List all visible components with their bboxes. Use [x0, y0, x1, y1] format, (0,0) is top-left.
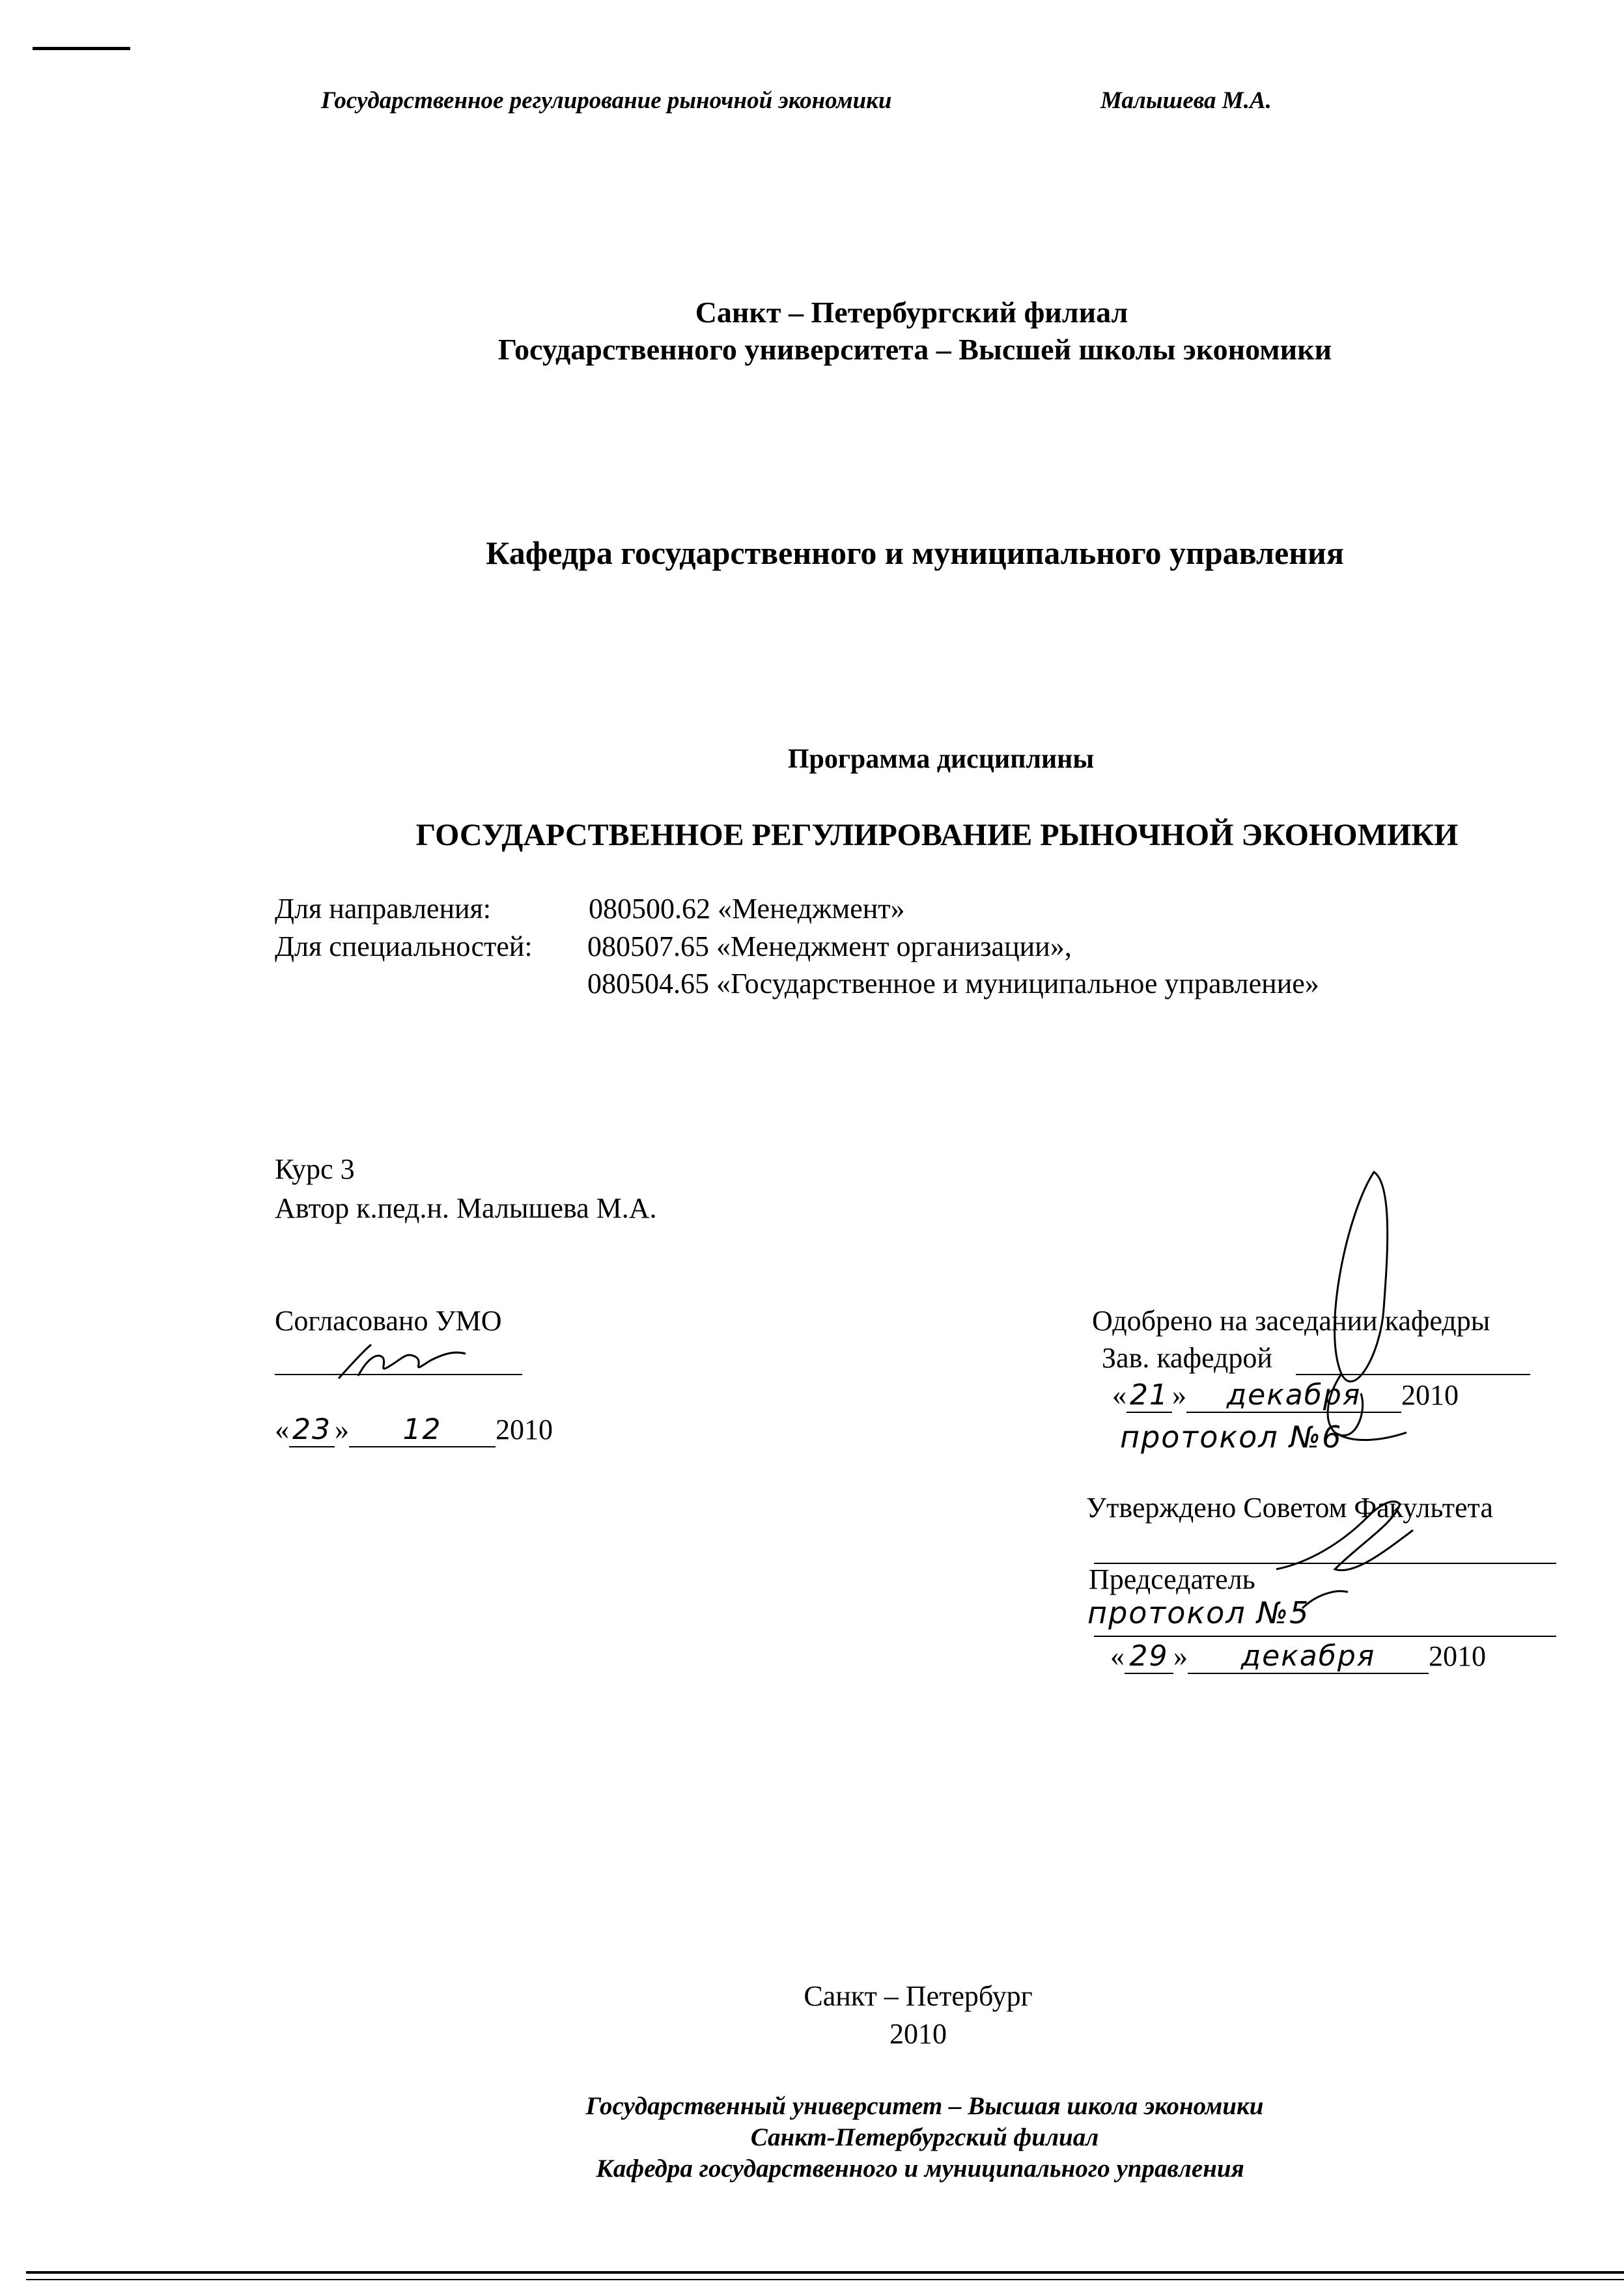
publication-year: 2010 — [889, 2018, 947, 2050]
council-protocol: протокол №5 — [1087, 1595, 1310, 1630]
dept-month: декабря — [1186, 1378, 1401, 1413]
dept-date-mid: » — [1172, 1379, 1186, 1411]
footer-rule — [26, 2271, 1624, 2274]
direction-value: 080500.62 «Менеджмент» — [589, 893, 905, 925]
dept-date-open: « — [1112, 1379, 1127, 1411]
council-date-mid: » — [1173, 1640, 1188, 1672]
council-year: 2010 — [1429, 1640, 1486, 1672]
program-name: ГОСУДАРСТВЕННОЕ РЕГУЛИРОВАНИЕ РЫНОЧНОЙ ЭКОНОМИКИ — [415, 818, 1459, 852]
umo-date-open: « — [275, 1414, 289, 1445]
umo-date — [275, 1413, 553, 1447]
council-day: 29 — [1125, 1640, 1173, 1674]
direction-label: Для направления: — [275, 893, 492, 925]
dept-protocol: протокол №6 — [1120, 1419, 1343, 1455]
institution-line-2: Государственного университета – Высшей школы экономики — [497, 333, 1332, 366]
umo-signature — [332, 1338, 475, 1390]
dept-approved-label: Одобрено на заседании кафедры — [1092, 1305, 1491, 1337]
council-month: декабря — [1188, 1640, 1429, 1674]
council-line-2 — [1094, 1636, 1556, 1637]
scan-mark — [33, 47, 130, 50]
dept-year: 2010 — [1401, 1379, 1459, 1411]
specialty-value-2: 080504.65 «Государственное и муниципальное управление» — [587, 968, 1319, 999]
dept-head-signature-line — [1296, 1374, 1530, 1375]
umo-month: 12 — [349, 1413, 496, 1447]
footer-rule-thin — [26, 2279, 1624, 2280]
chairman-label: Председатель — [1089, 1563, 1255, 1595]
dept-date — [1112, 1378, 1459, 1413]
course-number: Курс 3 — [275, 1153, 355, 1185]
footer-line-1: Государственный университет – Высшая школа экономики — [585, 2092, 1264, 2120]
council-approved-label: Утверждено Советом Факультета — [1086, 1492, 1493, 1524]
dept-day: 21 — [1127, 1378, 1172, 1413]
specialty-label: Для специальностей: — [275, 930, 533, 962]
umo-year: 2010 — [496, 1414, 553, 1445]
umo-date-mid: » — [335, 1414, 349, 1445]
program-label: Программа дисциплины — [787, 744, 1095, 774]
running-header-author: Малышева М.А. — [1100, 87, 1272, 114]
city: Санкт – Петербург — [804, 1980, 1033, 2012]
running-header-title: Государственное регулирование рыночной экономики — [321, 87, 892, 114]
umo-approved-label: Согласовано УМО — [275, 1305, 502, 1337]
footer-line-2: Санкт-Петербургский филиал — [750, 2123, 1099, 2151]
institution-line-1: Санкт – Петербургский филиал — [695, 296, 1128, 329]
council-date-open: « — [1110, 1640, 1125, 1672]
umo-day: 23 — [289, 1413, 335, 1447]
council-date — [1110, 1640, 1486, 1674]
specialty-value-1: 080507.65 «Менеджмент организации», — [587, 930, 1072, 962]
department-title: Кафедра государственного и муниципального управления — [486, 535, 1344, 571]
dept-head-label: Зав. кафедрой — [1102, 1342, 1272, 1374]
footer-line-3: Кафедра государственного и муниципального управления — [596, 2155, 1244, 2183]
author-line: Автор к.пед.н. Малышева М.А. — [275, 1192, 657, 1224]
umo-signature-line — [275, 1374, 522, 1375]
